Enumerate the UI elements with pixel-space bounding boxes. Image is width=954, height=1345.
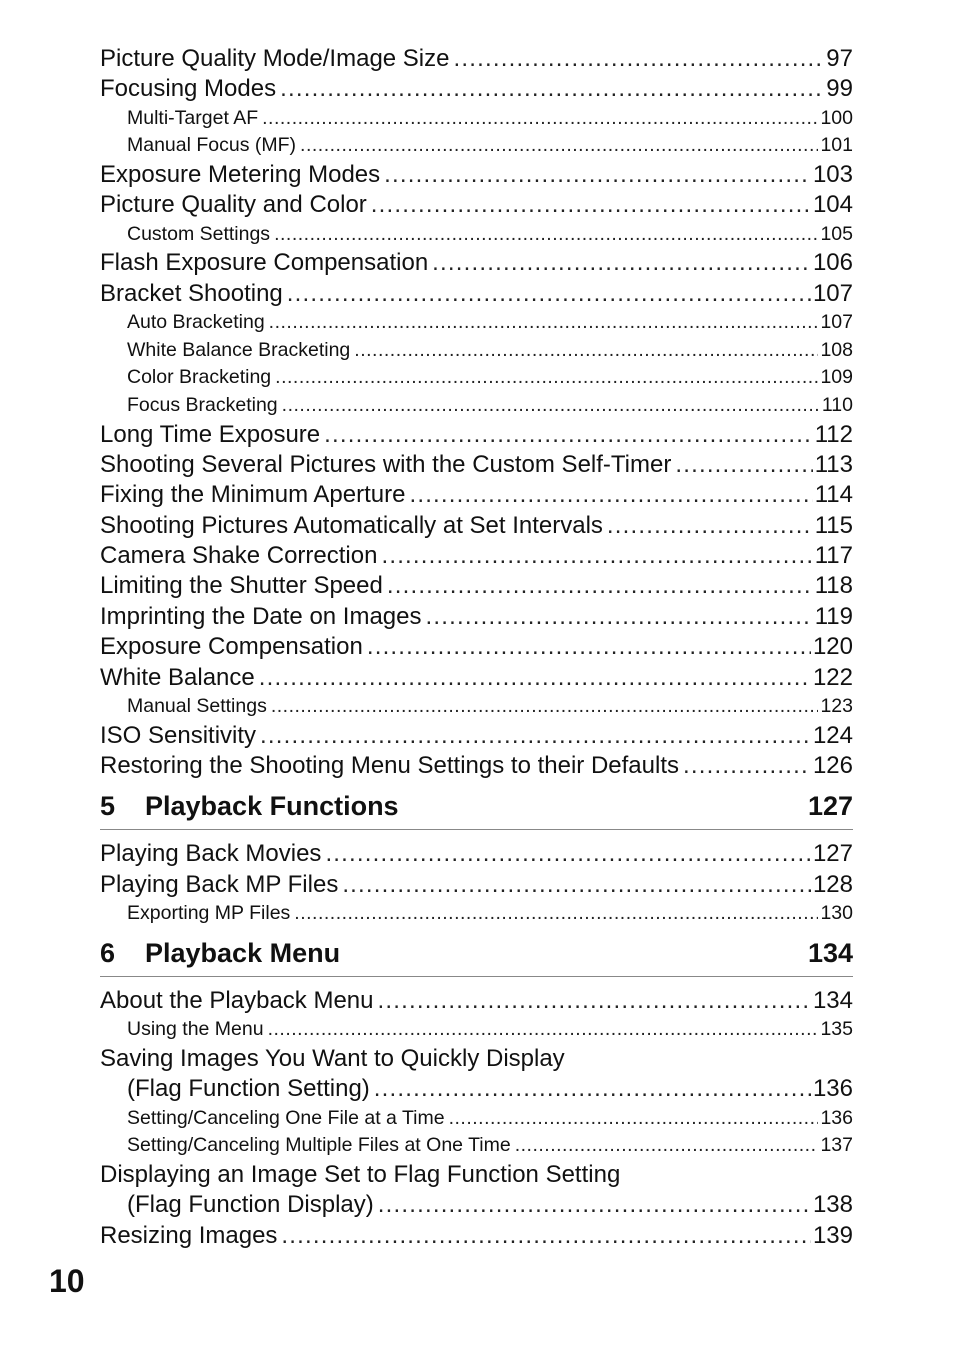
entry-label: White Balance [100,663,255,691]
dot-leader [387,571,813,601]
entry-page-number: 128 [812,870,853,898]
entry-page-number: 108 [820,338,853,361]
toc-entry-focusing-modes[interactable] [100,74,853,104]
toc-entry-white-balance[interactable] [100,663,853,693]
entry-page-number: 136 [820,1106,853,1129]
entry-label: Camera Shake Correction [100,542,378,570]
entry-page-number: 106 [812,249,853,277]
toc-entry-camera-shake-correction[interactable] [100,541,853,571]
dot-leader [274,221,818,249]
dot-leader [384,160,811,190]
entry-page-number: 109 [820,366,853,389]
entry-label: Bracket Shooting [100,279,283,307]
table-of-contents [100,44,853,1251]
entry-page-number: 107 [820,311,853,334]
toc-entry-limiting-the-shutter-speed[interactable] [100,571,853,601]
dot-leader [259,663,811,693]
entry-label: White Balance Bracketing [127,338,351,361]
toc-entry-playing-back-movies[interactable] [100,839,853,869]
toc-subentry-exporting-mp-files[interactable] [100,900,853,928]
chapter-number: 5 [100,791,116,822]
entry-page-number: 118 [814,572,853,600]
dot-leader [675,450,812,480]
dot-leader [378,1190,811,1220]
entry-page-number: 124 [812,721,853,749]
dot-leader [449,1105,819,1133]
entry-label: Limiting the Shutter Speed [100,572,383,600]
entry-label: Shooting Several Pictures with the Custom Self-Timer [100,450,672,478]
toc-entry-imprinting-the-date-on-images[interactable] [100,602,853,632]
entry-page-number: 135 [820,1018,853,1041]
entry-page-number: 110 [821,393,853,416]
toc-entry-flag-function-display[interactable] [100,1190,853,1220]
dot-leader [287,279,811,309]
toc-entry-fixing-the-minimum-aperture[interactable] [100,480,853,510]
chapter-number: 6 [100,937,116,968]
chapter-page-number: 127 [807,791,853,822]
entry-page-number: 134 [812,986,853,1014]
toc-subentry-color-bracketing[interactable] [100,364,853,392]
entry-label: Fixing the Minimum Aperture [100,481,406,509]
entry-label: Color Bracketing [127,366,272,389]
entry-page-number: 120 [812,633,853,661]
entry-label: Auto Bracketing [127,311,265,334]
entry-label: Multi-Target AF [127,106,259,129]
entry-label: Exposure Compensation [100,633,363,661]
entry-label: Focus Bracketing [127,393,278,416]
toc-entry-shooting-pictures-automatically-at-set-intervals[interactable] [100,511,853,541]
toc-subentry-using-the-menu[interactable] [100,1016,853,1044]
entry-page-number: 130 [820,902,853,925]
entry-label: Resizing Images [100,1221,278,1249]
chapter-heading-6 [100,932,853,977]
dot-leader [275,364,818,392]
toc-entry-saving-images-you-want-to-quickly-display[interactable] [100,1044,853,1074]
entry-label: ISO Sensitivity [100,721,257,749]
entry-page-number: 104 [812,191,853,219]
dot-leader [282,392,820,420]
entry-label: Setting/Canceling One File at a Time [127,1106,445,1129]
entry-label: Custom Settings [127,222,271,245]
toc-entry-iso-sensitivity[interactable] [100,721,853,751]
toc-entry-picture-quality-and-color[interactable] [100,190,853,220]
toc-entry-long-time-exposure[interactable] [100,420,853,450]
dot-leader [294,900,818,928]
entry-page-number: 100 [820,106,853,129]
dot-leader [381,541,812,571]
dot-leader [378,986,811,1016]
entry-label: Picture Quality Mode/Image Size [100,45,450,72]
page-number: 10 [49,1263,85,1299]
toc-subentry-setting-canceling-multiple-files-at-one-time[interactable] [100,1132,853,1160]
entry-page-number: 123 [820,695,853,718]
toc-subentry-manual-settings[interactable] [100,693,853,721]
toc-subentry-auto-bracketing[interactable] [100,309,853,337]
entry-label: About the Playback Menu [100,986,374,1014]
chapter-title: Playback Functions [145,791,399,822]
dot-leader [367,632,811,662]
entry-page-number: 136 [812,1075,853,1103]
entry-page-number: 119 [814,602,853,630]
entry-label: (Flag Function Setting) [127,1075,370,1103]
entry-label: Manual Settings [127,695,267,718]
dot-leader [371,190,811,220]
toc-subentry-focus-bracketing[interactable] [100,392,853,420]
dot-leader [280,74,824,104]
dot-leader [271,693,819,721]
dot-leader [454,44,825,74]
toc-subentry-custom-settings[interactable] [100,221,853,249]
entry-label: Long Time Exposure [100,420,321,448]
toc-entry-shooting-several-pictures-with-the-custom-self-timer[interactable] [100,450,853,480]
chapter-page-number: 134 [807,937,853,968]
entry-page-number: 99 [826,75,853,103]
entry-label: Playing Back Movies [100,840,322,868]
entry-page-number: 127 [812,840,853,868]
entry-page-number: 107 [812,279,853,307]
entry-label: Displaying an Image Set to Flag Function Setting [100,1160,621,1188]
dot-leader [281,1221,811,1251]
entry-label: Saving Images You Want to Quickly Display [100,1044,565,1072]
dot-leader [515,1132,819,1160]
entry-label: Shooting Pictures Automatically at Set Intervals [100,511,603,539]
toc-subentry-white-balance-bracketing[interactable] [100,337,853,365]
toc-entry-bracket-shooting[interactable] [100,279,853,309]
entry-label: Imprinting the Date on Images [100,602,422,630]
entry-page-number: 97 [826,45,853,72]
entry-label: Exporting MP Files [127,902,291,925]
entry-page-number: 115 [814,511,853,539]
entry-label: Flash Exposure Compensation [100,249,429,277]
entry-page-number: 117 [814,542,853,570]
dot-leader [374,1074,811,1104]
dot-leader [342,870,811,900]
toc-entry-displaying-an-image-set-to-flag-function-setting[interactable] [100,1160,853,1190]
toc-entry-exposure-compensation[interactable] [100,632,853,662]
toc-entry-flag-function-setting[interactable] [100,1074,853,1104]
entry-label: Setting/Canceling Multiple Files at One Time [127,1134,511,1157]
dot-leader [269,309,819,337]
dot-leader [325,839,811,869]
dot-leader [607,511,813,541]
dot-leader [268,1016,819,1044]
toc-entry-restoring-the-shooting-menu-settings-to-their-defaults[interactable] [100,751,853,781]
toc-subentry-setting-canceling-one-file-at-a-time[interactable] [100,1105,853,1133]
entry-label: Picture Quality and Color [100,191,367,219]
chapter-title: Playback Menu [145,937,341,968]
toc-entry-playing-back-mp-files[interactable] [100,870,853,900]
entry-page-number: 114 [814,481,853,509]
entry-page-number: 138 [812,1191,853,1219]
entry-page-number: 101 [820,134,853,157]
entry-label: Playing Back MP Files [100,870,339,898]
entry-label: Manual Focus (MF) [127,134,297,157]
toc-entry-flash-exposure-compensation[interactable] [100,248,853,278]
dot-leader [260,721,811,751]
entry-page-number: 137 [820,1134,853,1157]
dot-leader [324,420,813,450]
entry-label: Exposure Metering Modes [100,160,381,188]
toc-entry-picture-quality-mode-image-size[interactable] [100,44,853,74]
entry-page-number: 113 [814,450,853,478]
toc-entry-resizing-images[interactable] [100,1221,853,1251]
dot-leader [409,480,812,510]
entry-page-number: 112 [814,420,853,448]
entry-page-number: 105 [820,222,853,245]
entry-page-number: 103 [812,160,853,188]
entry-page-number: 122 [812,663,853,691]
entry-page-number: 139 [812,1221,853,1249]
dot-leader [300,132,818,160]
dot-leader [683,751,811,781]
entry-page-number: 126 [812,752,853,779]
toc-subentry-manual-focus-mf[interactable] [100,132,853,160]
toc-entry-about-the-playback-menu[interactable] [100,986,853,1016]
dot-leader [262,105,818,133]
entry-label: Focusing Modes [100,75,277,103]
entry-label: (Flag Function Display) [127,1191,374,1219]
dot-leader [432,248,811,278]
entry-label: Restoring the Shooting Menu Settings to their Defaults [100,752,679,779]
chapter-heading-5 [100,785,853,830]
entry-label: Using the Menu [127,1018,264,1041]
dot-leader [426,602,813,632]
toc-entry-exposure-metering-modes[interactable] [100,160,853,190]
toc-subentry-multi-target-af[interactable] [100,105,853,133]
dot-leader [354,337,818,365]
